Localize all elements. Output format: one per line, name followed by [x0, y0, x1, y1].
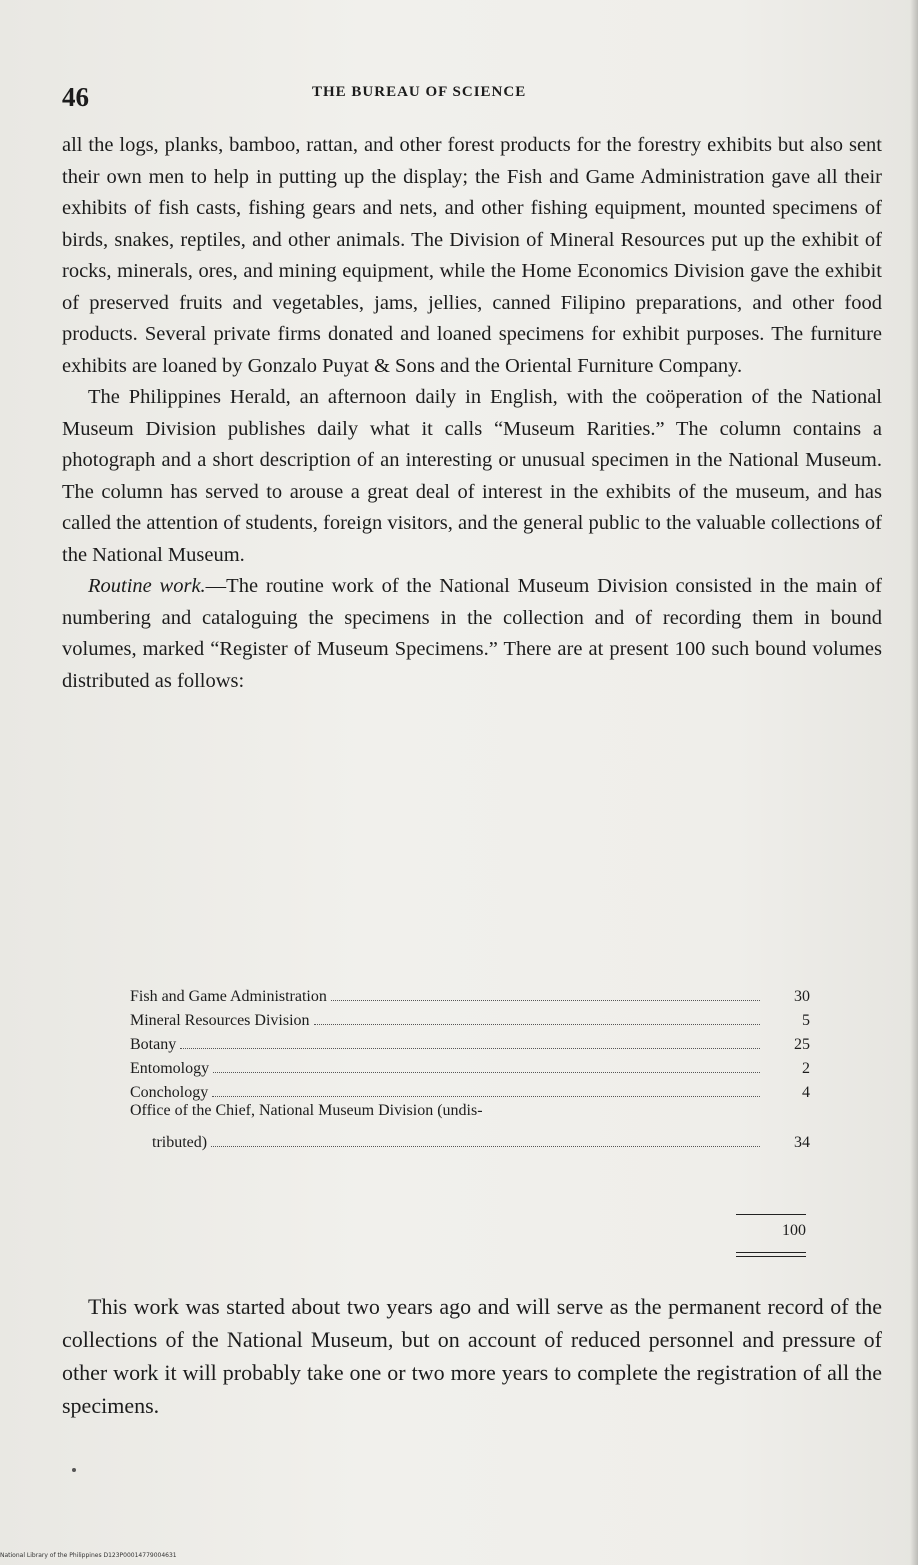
paragraph-herald: The Philippines Herald, an afternoon daily in English, with the coöperation of the National Museum Division publishes daily what it calls “Museum Rarities.” The column contains a photograph and a short description of an interesting or unusual specimen in the National Museum. The column has served to arouse a great deal of interest in the exhibits of the museum, and has called the attention of students, foreign visitors, and the general public to the valuable collections of the National Museum.	[62, 386, 882, 566]
volume-row	[130, 1078, 810, 1102]
leader-dots	[180, 1047, 760, 1049]
volume-row	[130, 1054, 810, 1078]
volume-count: 30	[794, 988, 810, 1005]
routine-work-heading: Routine work.	[88, 575, 206, 597]
volume-label: Conchology	[130, 1084, 209, 1101]
volume-count: 4	[802, 1084, 810, 1101]
body-text	[62, 130, 882, 697]
page-header	[62, 78, 882, 118]
volume-label: Botany	[130, 1036, 177, 1053]
ink-speck	[72, 1468, 76, 1472]
volume-row	[130, 982, 810, 1006]
volumes-table	[130, 982, 810, 1239]
volume-row	[130, 1006, 810, 1030]
leader-dots	[314, 1023, 760, 1025]
volume-label: Entomology	[130, 1060, 210, 1077]
paragraph-registration: This work was started about two years ago and will serve as the permanent record of the collections of the National Museum, but on account of reduced personnel and pressure of other work it will probably take one or two more years to complete the registration of all the specimens.	[62, 1294, 882, 1418]
volume-row	[130, 1102, 810, 1158]
running-head: THE BUREAU OF SCIENCE	[312, 84, 527, 100]
volume-count: 34	[794, 1134, 810, 1151]
page-number: 46	[62, 82, 89, 112]
scan-footer: National Library of the Philippines D123P00014779004631	[0, 1552, 177, 1559]
volumes-total: 100	[782, 1222, 806, 1239]
leader-dots	[213, 1071, 760, 1073]
page-edge-shadow	[910, 0, 918, 1565]
paragraph-exhibits: all the logs, planks, bamboo, rattan, and other forest products for the forestry exhibits but also sent their own men to help in putting up the display; the Fish and Game Administration gave all their exhibits of fish casts, fishing gears and nets, and other fishing equipment, mounted specimens of birds, snakes, reptiles, and other animals. The Division of Mineral Resources put up the exhibit of rocks, minerals, ores, and mining equipment, while the Home Economics Division gave the exhibit of preserved fruits and vegetables, jams, jellies, canned Filipino preparations, and other food products. Several private firms donated and loaned specimens for exhibit purposes. The furniture exhibits are loaned by Gonzalo Puyat & Sons and the Oriental Furniture Company.	[62, 134, 882, 377]
leader-dots	[211, 1145, 760, 1147]
closing-text	[62, 1290, 882, 1422]
leader-dots	[331, 999, 760, 1001]
double-rule	[736, 1252, 806, 1257]
volume-count: 5	[802, 1012, 810, 1029]
volume-label-tail: tributed)	[152, 1134, 208, 1151]
paragraph-routine-work	[62, 571, 882, 697]
volume-label: Office of the Chief, National Museum Division (undis-	[130, 1102, 483, 1119]
volume-label: Mineral Resources Division	[130, 1012, 310, 1029]
leader-dots	[212, 1095, 760, 1097]
volume-count: 25	[794, 1036, 810, 1053]
volume-label: Fish and Game Administration	[130, 988, 327, 1005]
volume-label-continued	[152, 1128, 810, 1152]
volume-count: 2	[802, 1060, 810, 1077]
total-rule	[736, 1214, 806, 1215]
volume-row	[130, 1030, 810, 1054]
routine-work-text: —The routine work of the National Museum Division consisted in the main of numbering and cataloguing the specimens in the collection and of recording them in bound volumes, marked “Register of Museum Specimens.” There are at present 100 such bound volumes distributed as follows:	[62, 575, 883, 692]
